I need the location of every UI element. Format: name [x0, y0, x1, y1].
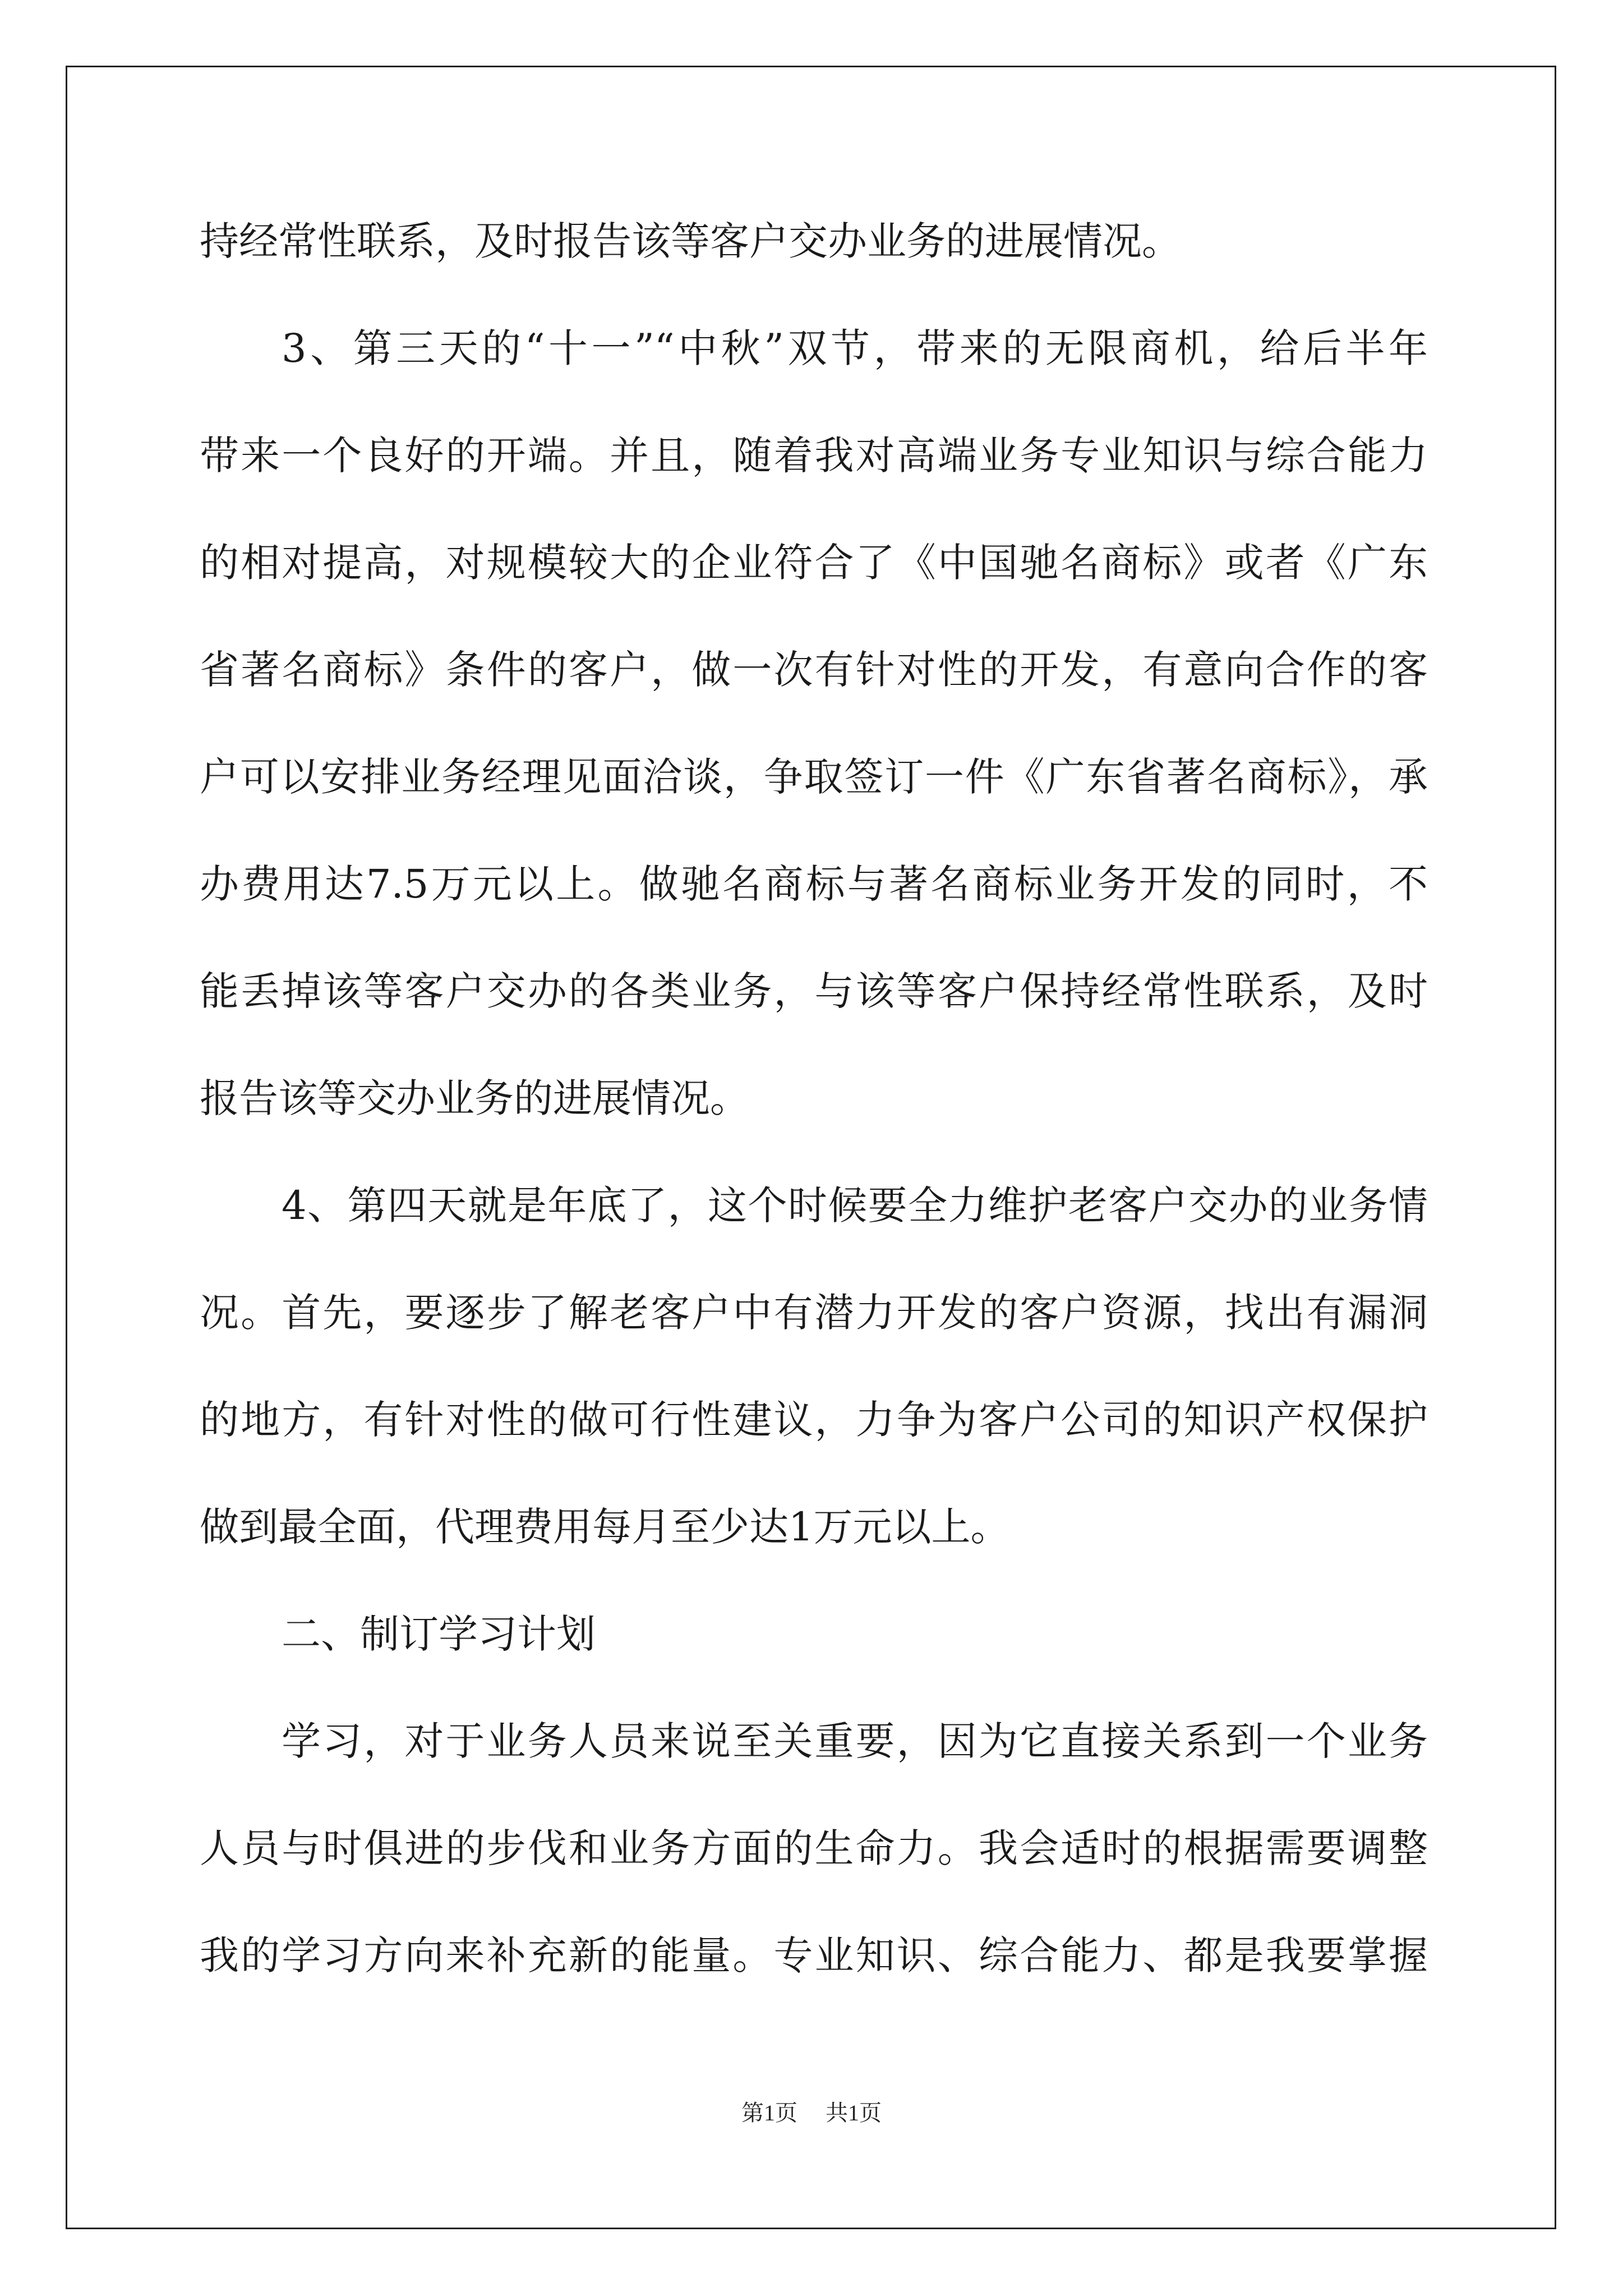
text-line: 况。首先，要逐步了解老客户中有潜力开发的客户资源，找出有漏洞: [200, 1290, 1428, 1336]
page-total: 共1页: [826, 2100, 882, 2125]
text-line: 的地方，有针对性的做可行性建议，力争为客户公司的知识产权保护: [200, 1397, 1428, 1443]
text-line: 省著名商标》条件的客户，做一次有针对性的开发，有意向合作的客: [200, 647, 1428, 693]
text-line: 的相对提高，对规模较大的企业符合了《中国驰名商标》或者《广东: [200, 540, 1428, 586]
text-line: 人员与时俱进的步伐和业务方面的生命力。我会适时的根据需要调整: [200, 1825, 1428, 1871]
document-body: [200, 199, 1428, 2021]
page-footer: [0, 2095, 1623, 2127]
text-line: 户可以安排业务经理见面洽谈，争取签订一件《广东省著名商标》，承: [200, 754, 1428, 800]
text-line: 能丢掉该等客户交办的各类业务，与该等客户保持经常性联系，及时: [200, 968, 1428, 1014]
text-line: 办费用达7.5万元以上。做驰名商标与著名商标业务开发的同时，不: [200, 861, 1428, 907]
section-heading: 二、制订学习计划: [282, 1611, 596, 1657]
text-line: 4、第四天就是年底了，这个时候要全力维护老客户交办的业务情: [282, 1182, 1428, 1228]
text-line: 带来一个良好的开端。并且，随着我对高端业务专业知识与综合能力: [200, 432, 1428, 478]
text-line: 报告该等交办业务的进展情况。: [200, 1075, 749, 1121]
text-line: 我的学习方向来补充新的能量。专业知识、综合能力、都是我要掌握: [200, 1932, 1428, 1978]
text-line: 3、第三天的“十一”“中秋”双节，带来的无限商机，给后半年: [282, 325, 1428, 371]
text-line: 持经常性联系，及时报告该等客户交办业务的进展情况。: [200, 218, 1181, 264]
text-line: 学习，对于业务人员来说至关重要，因为它直接关系到一个业务: [282, 1718, 1428, 1764]
page-number: 第1页: [741, 2100, 797, 2125]
text-line: 做到最全面，代理费用每月至少达1万元以上。: [200, 1504, 1010, 1550]
